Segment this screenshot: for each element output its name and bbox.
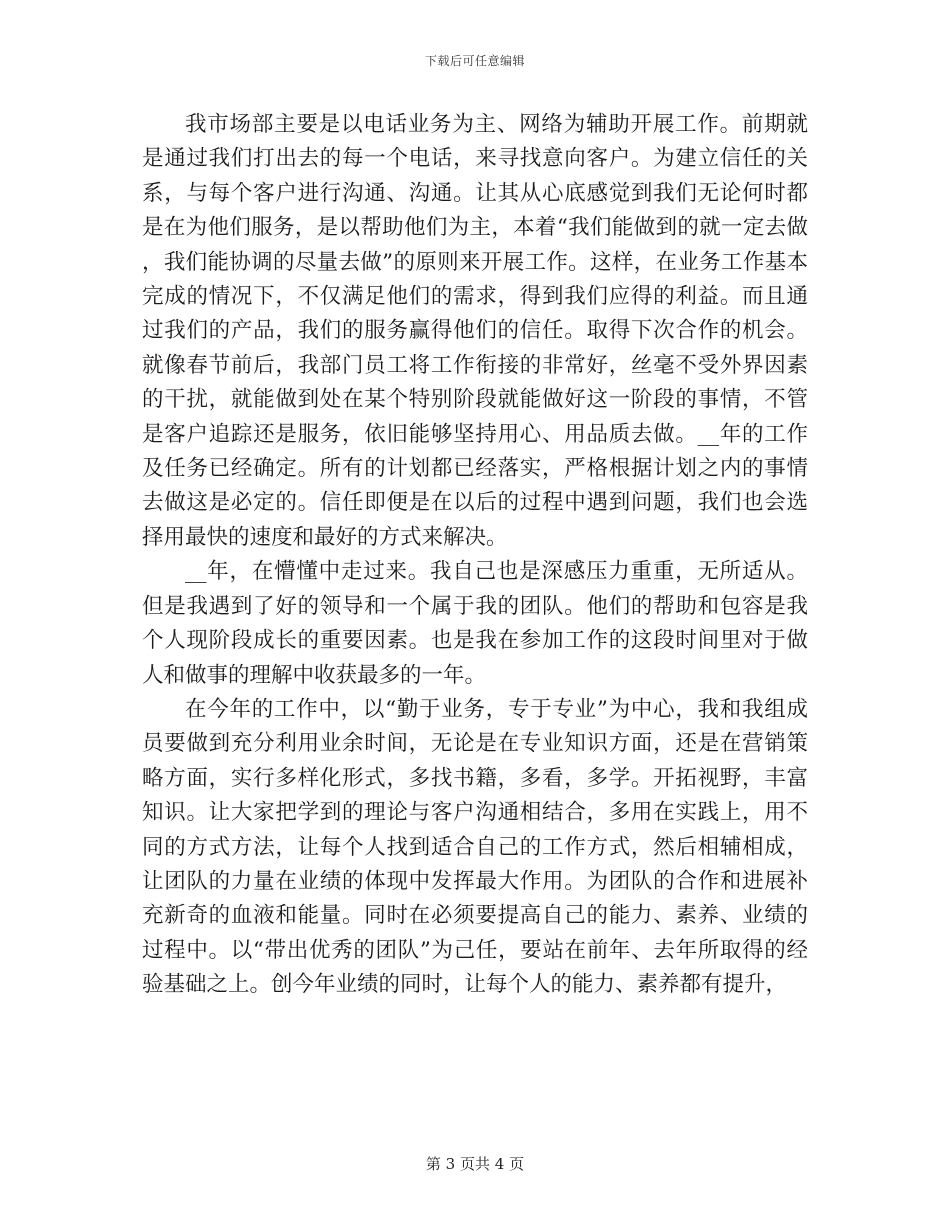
page-footer: 第 3 页共 4 页: [425, 1155, 525, 1173]
paragraph-2: __年，在懵懂中走过来。我自己也是深感压力重重，无所适从。但是我遇到了好的领导和一个属于我的团队。他们的帮助和包容是我个人现阶段成长的重要因素。也是我在参加工作的这段时间里对于做人和做事的理解中收获最多的一年。: [142, 559, 808, 688]
paragraph-3: 在今年的工作中，以“勤于业务，专于专业”为中心，我和我组成员要做到充分利用业余时间，无论是在专业知识方面，还是在营销策略方面，实行多样化形式，多找书籍，多看，多学。开拓视野，丰富知识。让大家把学到的理论与客户沟通相结合，多用在实践上，用不同的方式方法，让每个人找到适合自己的工作方式，然后相辅相成，让团队的力量在业绩的体现中发挥最大作用。为团队的合作和进展补充新奇的血液和能量。同时在必须要提高自己的能力、素养、业绩的过程中。以“带出优秀的团队”为己任，要站在前年、去年所取得的经验基础之上。创今年业绩的同时，让每个人的能力、素养都有提升，: [142, 696, 808, 998]
paragraph-1: 我市场部主要是以电话业务为主、网络为辅助开展工作。前期就是通过我们打出去的每一个电话，来寻找意向客户。为建立信任的关系，与每个客户进行沟通、沟通。让其从心底感觉到我们无论何时都是在为他们服务，是以帮助他们为主，本着“我们能做到的就一定去做，我们能协调的尽量去做”的原则来开展工作。这样，在业务工作基本完成的情况下，不仅满足他们的需求，得到我们应得的利益。而且通过我们的产品，我们的服务赢得他们的信任。取得下次合作的机会。就像春节前后，我部门员工将工作衔接的非常好，丝毫不受外界因素的干扰，就能做到处在某个特别阶段就能做好这一阶段的事情，不管是客户追踪还是服务，依旧能够坚持用心、用品质去做。__年的工作及任务已经确定。所有的计划都已经落实，严格根据计划之内的事情去做这是必定的。信任即便是在以后的过程中遇到问题，我们也会选择用最快的速度和最好的方式来解决。: [142, 112, 808, 550]
document-body: [142, 108, 808, 1003]
page-header: 下载后可任意编辑: [424, 54, 525, 68]
